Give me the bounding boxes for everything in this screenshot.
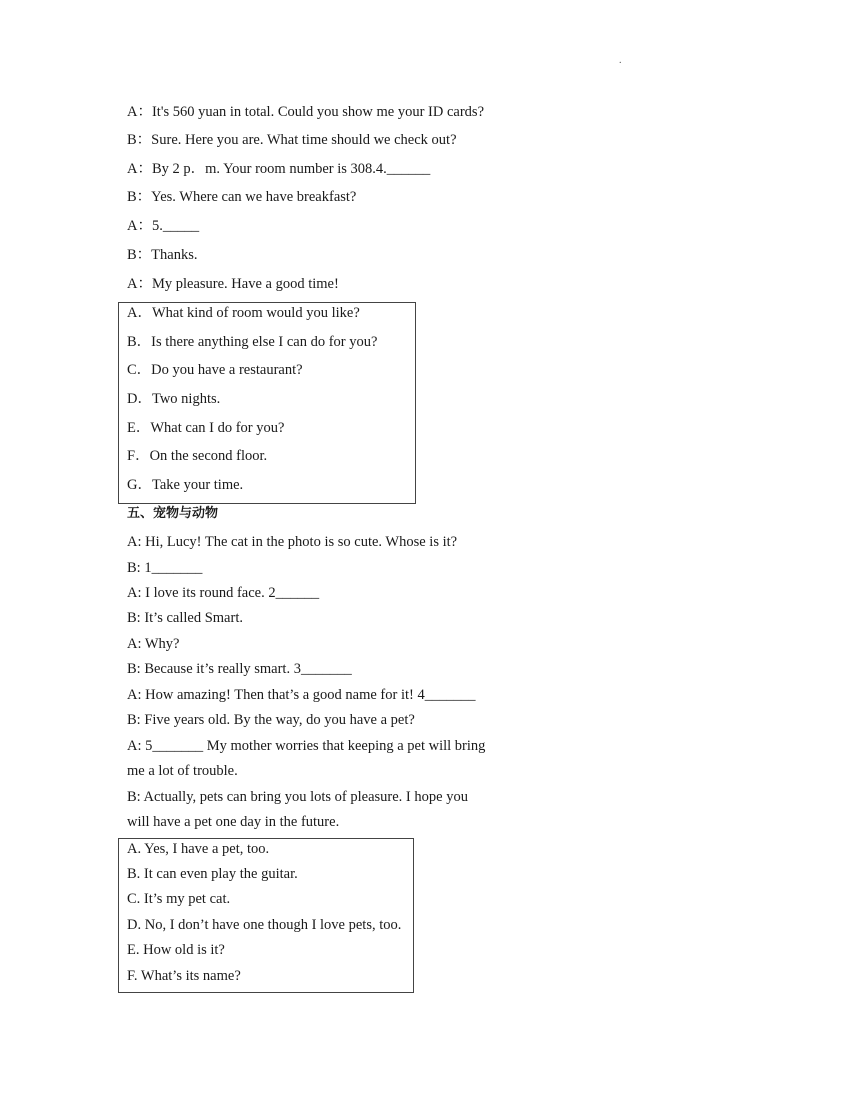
dialog-1-line: A：5._____ — [127, 218, 200, 234]
option-item: F．On the second floor. — [127, 448, 268, 464]
page-mark: . — [619, 55, 622, 66]
option-item: E．What can I do for you? — [127, 420, 285, 436]
dialog-2-line: B: Because it’s really smart. 3_______ — [127, 661, 352, 677]
dialog-1-line: A：My pleasure. Have a good time! — [127, 276, 339, 292]
dialog-2-line: A: I love its round face. 2______ — [127, 585, 320, 601]
dialog-2-line: me a lot of trouble. — [127, 763, 238, 779]
dialog-2-line: A: 5_______ My mother worries that keeping a pet will bring — [127, 738, 486, 754]
dialog-1-line: B：Sure. Here you are. What time should we check out? — [127, 132, 457, 148]
option-item: F. What’s its name? — [127, 968, 241, 984]
dialog-2-line: B: Actually, pets can bring you lots of pleasure. I hope you — [127, 789, 468, 805]
dialog-1-line: B：Thanks. — [127, 247, 198, 263]
dialog-1-line: A：It's 560 yuan in total. Could you show me your ID cards? — [127, 104, 485, 120]
section-title: 五、宠物与动物 — [127, 506, 219, 521]
dialog-1-line: B：Yes. Where can we have breakfast? — [127, 189, 357, 205]
option-item: A. Yes, I have a pet, too. — [127, 841, 270, 857]
dialog-2-line: A: Hi, Lucy! The cat in the photo is so cute. Whose is it? — [127, 534, 458, 550]
option-item: B. It can even play the guitar. — [127, 866, 298, 882]
option-item: D. No, I don’t have one though I love pets, too. — [127, 917, 402, 933]
dialog-2-line: B: 1_______ — [127, 560, 203, 576]
option-item: G．Take your time. — [127, 477, 244, 493]
dialog-2-line: A: Why? — [127, 636, 180, 652]
dialog-2-line: will have a pet one day in the future. — [127, 814, 340, 830]
option-item: B．Is there anything else I can do for you? — [127, 334, 378, 350]
option-item: C．Do you have a restaurant? — [127, 362, 303, 378]
option-item: A．What kind of room would you like? — [127, 305, 360, 321]
dialog-2-line: A: How amazing! Then that’s a good name for it! 4_______ — [127, 687, 476, 703]
dialog-2-line: B: It’s called Smart. — [127, 610, 243, 626]
option-item: E. How old is it? — [127, 942, 225, 958]
option-item: D．Two nights. — [127, 391, 221, 407]
option-item: C. It’s my pet cat. — [127, 891, 231, 907]
dialog-2-line: B: Five years old. By the way, do you have a pet? — [127, 712, 415, 728]
dialog-1-line: A：By 2 p．m. Your room number is 308.4.______ — [127, 161, 431, 177]
